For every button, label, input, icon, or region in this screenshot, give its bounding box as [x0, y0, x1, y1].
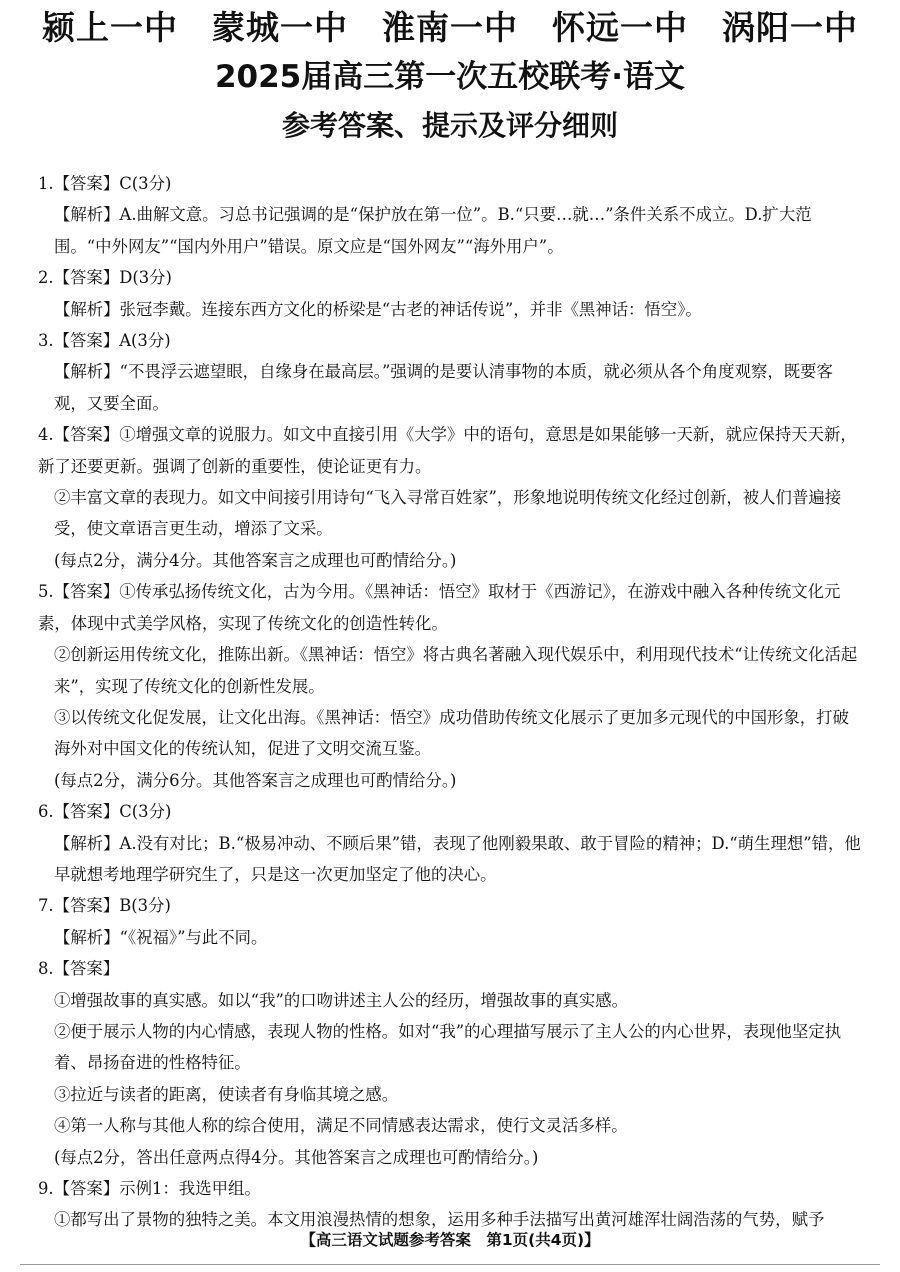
answer-item-8-line: (每点2分，答出任意两点得4分。其他答案言之成理也可酌情给分。)	[54, 1147, 539, 1167]
answer-item-2-head: 2.【答案】D(3分)	[38, 268, 172, 288]
answer-item-7-line: 【解析】“《祝福》”与此不同。	[54, 927, 268, 947]
answer-item-3-line: 【解析】“不畏浮云遮望眼，自缘身在最高层。”强调的是要认清事物的本质，就必须从各个角度观察，既要客观，又要全面。	[54, 362, 833, 413]
answer-item-5-head: 5.【答案】①传承弘扬传统文化，古为今用。《黑神话：悟空》取材于《西游记》，在游戏中融入各种传统文化元素，体现中式美学风格，实现了传统文化的创造性转化。	[38, 582, 841, 633]
answer-item-9-line: ①都写出了景物的独特之美。本文用浪漫热情的想象，运用多种手法描写出黄河雄浑壮阔浩荡的气势，赋予	[54, 1210, 825, 1230]
answer-item-8-line: ②便于展示人物的内心情感，表现人物的性格。如对“我”的心理描写展示了主人公的内心世界，表现他坚定执着、昂扬奋进的性格特征。	[54, 1021, 842, 1073]
answer-item-4-line: (每点2分，满分4分。其他答案言之成理也可酌情给分。)	[54, 550, 457, 570]
answer-item-7-head: 7.【答案】B(3分)	[38, 896, 171, 916]
answer-item-9-head: 9.【答案】示例1：我选甲组。	[38, 1179, 261, 1198]
footer-divider	[20, 1264, 880, 1265]
answer-item-8-line: ③拉近与读者的距离，使读者有身临其境之感。	[54, 1084, 399, 1104]
exam-title: 2025届高三第一次五校联考·语文	[214, 59, 686, 95]
answer-item-5-line: (每点2分，满分6分。其他答案言之成理也可酌情给分。)	[54, 770, 457, 790]
exam-subtitle: 参考答案、提示及评分细则	[281, 109, 618, 142]
answer-item-8-line: ①增强故事的真实感。如以“我”的口吻讲述主人公的经历，增强故事的真实感。	[54, 990, 629, 1010]
page-header	[0, 0, 900, 148]
answer-item-8-head: 8.【答案】	[38, 959, 120, 979]
answer-item-2-line: 【解析】张冠李戴。连接东西方文化的桥梁是“古老的神话传说”，并非《黑神话：悟空》。	[54, 299, 702, 319]
school-list: 颍上一中 蒙城一中 淮南一中 怀远一中 涡阳一中	[42, 8, 858, 47]
answer-item-1-line: 【解析】A.曲解文意。习总书记强调的是“保护放在第一位”。B.“只要…就…”条件关系不成立。D.扩大范围。“中外网友”“国内外用户”错误。原文应是“国外网友”“海外用户”。	[54, 205, 812, 256]
answer-item-8-line: ④第一人称与其他人称的综合使用，满足不同情感表达需求，使行文灵活多样。	[54, 1116, 628, 1136]
answer-list	[38, 168, 864, 1236]
answer-item-6-head: 6.【答案】C(3分)	[38, 802, 172, 822]
answer-item-4-head: 4.【答案】①增强文章的说服力。如文中直接引用《大学》中的语句，意思是如果能够一天新，就应保持天天新，新了还要更新。强调了创新的重要性，使论证更有力。	[38, 425, 857, 476]
answer-item-5-line: ③以传统文化促发展，让文化出海。《黑神话：悟空》成功借助传统文化展示了更加多元现代的中国形象，打破海外对中国文化的传统认知，促进了文明交流互鉴。	[54, 707, 849, 759]
answer-item-4-line: ②丰富文章的表现力。如文中间接引用诗句“飞入寻常百姓家”，形象地说明传统文化经过创新，被人们普遍接受，使文章语言更生动，增添了文采。	[54, 488, 842, 539]
page-footer: 【高三语文试题参考答案 第1页(共4页)】	[300, 1231, 600, 1249]
answer-item-1-head: 1.【答案】C(3分)	[38, 174, 172, 193]
answer-item-5-line: ②创新运用传统文化，推陈出新。《黑神话：悟空》将古典名著融入现代娱乐中，利用现代技术“让传统文化活起来”，实现了传统文化的创新性发展。	[54, 645, 858, 696]
answer-item-6-line: 【解析】A.没有对比；B.“极易冲动、不顾后果”错，表现了他刚毅果敢、敢于冒险的精神；D.“萌生理想”错，他早就想考地理学研究生了，只是这一次更加坚定了他的决心。	[54, 833, 861, 884]
answer-item-3-head: 3.【答案】A(3分)	[38, 331, 171, 351]
